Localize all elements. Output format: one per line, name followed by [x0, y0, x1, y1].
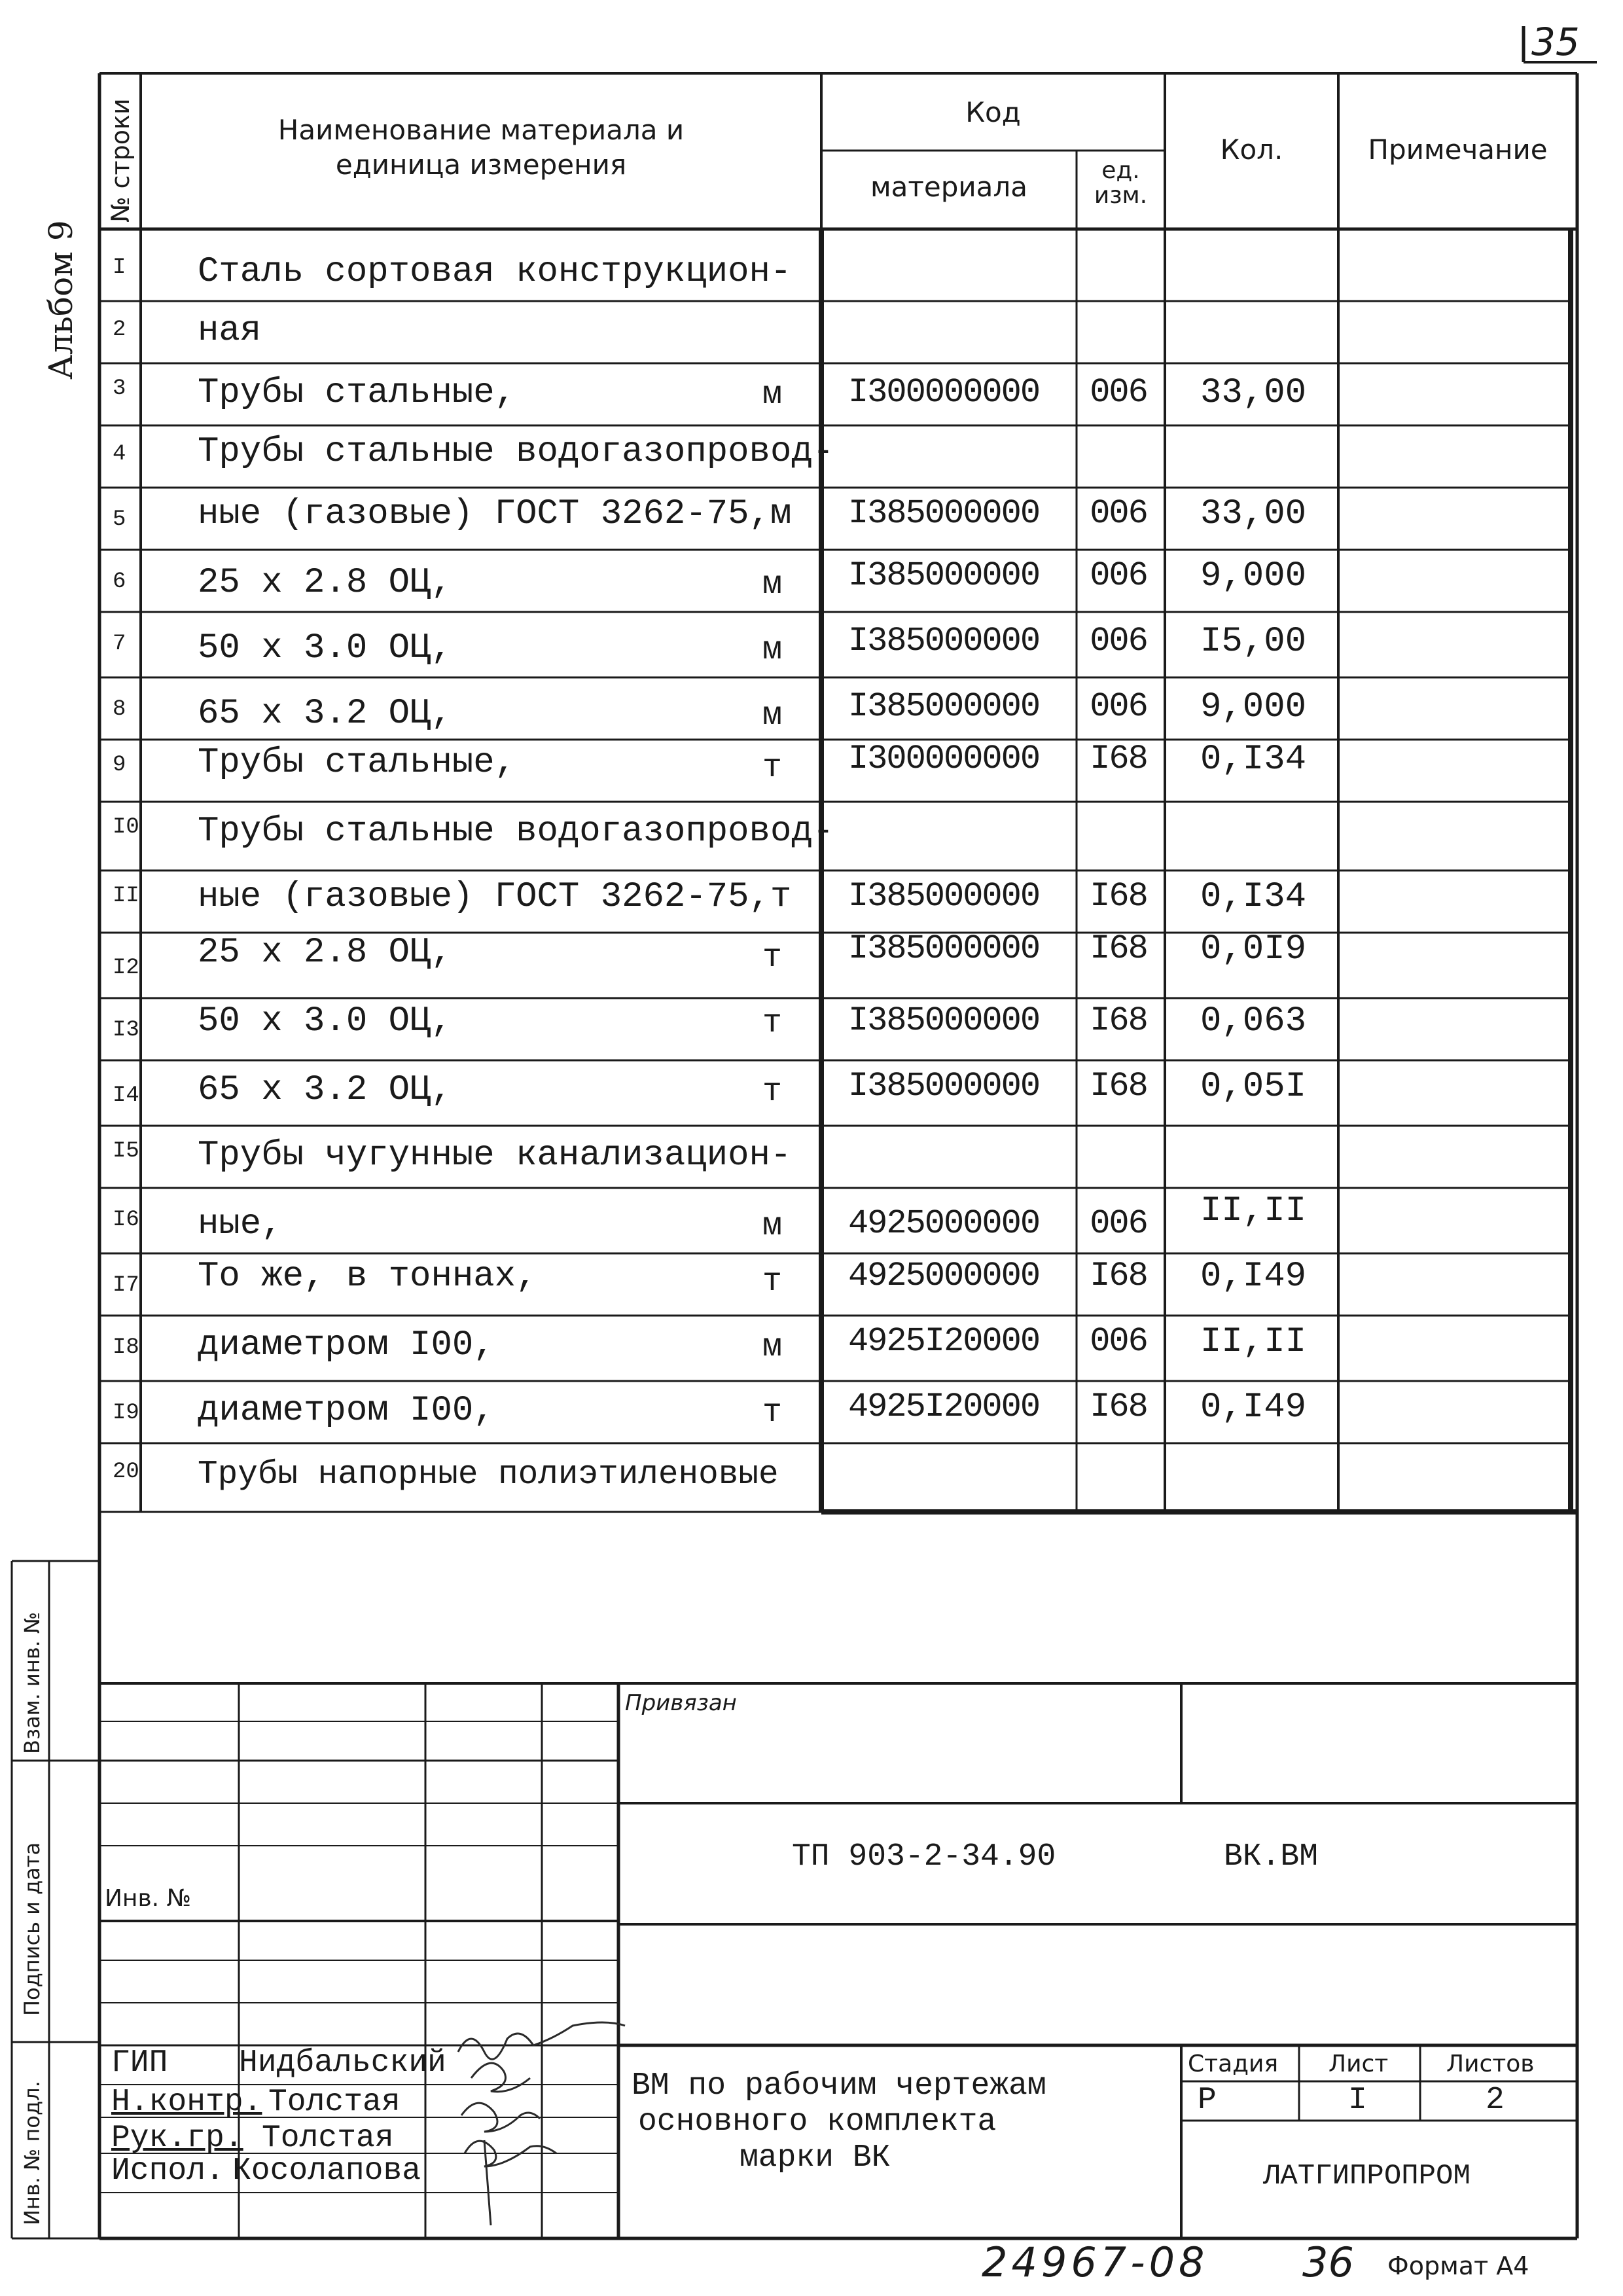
- row-unit: м: [762, 376, 782, 414]
- row-quantity: 0,063: [1200, 1001, 1307, 1041]
- row-number: II: [113, 884, 139, 908]
- row-name: ные,: [198, 1204, 283, 1244]
- row-unit-code: I68: [1090, 1257, 1147, 1295]
- row-number: I5: [113, 1139, 139, 1164]
- sheet-value: I: [1348, 2083, 1367, 2118]
- row-unit-code: 006: [1090, 622, 1147, 660]
- row-number: I3: [113, 1018, 139, 1043]
- row-unit: т: [762, 1263, 782, 1300]
- row-material-code: I385000000: [847, 494, 1040, 533]
- row-material-code: 4925I20000: [847, 1388, 1040, 1426]
- format-label: Формат А4: [1387, 2251, 1529, 2280]
- row-name: Сталь сортовая конструкцион-: [198, 252, 792, 292]
- header-name-line1: Наименование материала и: [277, 114, 685, 146]
- document-title-line2: основного комплекта: [638, 2104, 997, 2140]
- row-name: 65 х 3.2 ОЦ,: [198, 694, 452, 734]
- header-note: Примечание: [1368, 134, 1548, 166]
- side-label-vzam-inv: Взам. инв. №: [20, 1611, 45, 1754]
- role-label: Испол.: [111, 2153, 224, 2189]
- header-code-unit-2: изм.: [1094, 182, 1148, 209]
- row-quantity: 33,00: [1200, 373, 1307, 413]
- header-name-line2: единица измерения: [335, 149, 627, 181]
- row-name: Трубы напорные полиэтиленовые: [198, 1456, 779, 1494]
- row-unit: т: [762, 749, 782, 787]
- row-name: 25 х 2.8 ОЦ,: [198, 563, 452, 603]
- row-number: 5: [113, 507, 126, 532]
- row-quantity: II,II: [1200, 1322, 1307, 1362]
- row-number: 20: [113, 1460, 139, 1484]
- row-material-code: 4925000000: [847, 1204, 1040, 1243]
- row-number: 7: [113, 632, 126, 656]
- row-unit-code: I68: [1090, 877, 1147, 916]
- row-number: I: [113, 255, 126, 280]
- sheets-value: 2: [1486, 2083, 1505, 2118]
- stage-value: Р: [1198, 2083, 1217, 2118]
- privyazan-label: Привязан: [625, 1690, 737, 1716]
- organization-name: ЛАТГИПРОПРОМ: [1263, 2160, 1471, 2193]
- header-code-unit-1: ед.: [1101, 157, 1140, 184]
- row-unit-code: 006: [1090, 556, 1147, 595]
- row-material-code: I385000000: [847, 622, 1040, 660]
- row-number: I7: [113, 1273, 139, 1298]
- role-person: Толстая: [268, 2085, 401, 2120]
- album-label: Альбом 9: [42, 220, 80, 380]
- row-unit-code: 006: [1090, 1204, 1147, 1243]
- row-unit: т: [762, 939, 782, 977]
- header-code: Код: [965, 96, 1021, 128]
- row-number: I9: [113, 1401, 139, 1426]
- row-unit-code: I68: [1090, 1001, 1147, 1040]
- row-unit: т: [762, 1394, 782, 1431]
- document-code: ТП 903-2-34.90: [792, 1839, 1056, 1874]
- row-unit-code: 006: [1090, 373, 1147, 412]
- role-person: Косолапова: [232, 2153, 421, 2189]
- sheets-label: Листов: [1446, 2051, 1535, 2077]
- row-name: 65 х 3.2 ОЦ,: [198, 1070, 452, 1110]
- row-quantity: 33,00: [1200, 494, 1307, 534]
- row-number: 8: [113, 697, 126, 722]
- row-name: ные (газовые) ГОСТ 3262-75,м: [198, 494, 792, 534]
- row-unit: м: [762, 1329, 782, 1366]
- row-name: 25 х 2.8 ОЦ,: [198, 933, 452, 973]
- row-material-code: I300000000: [847, 740, 1040, 778]
- row-unit: м: [762, 632, 782, 669]
- row-name: То же, в тоннах,: [198, 1257, 537, 1297]
- archive-number: 24967-08: [982, 2238, 1209, 2286]
- row-number: I0: [113, 815, 139, 840]
- header-row-number: № строки: [106, 98, 135, 223]
- row-material-code: 4925I20000: [847, 1322, 1040, 1361]
- header-code-material: материала: [870, 171, 1027, 203]
- row-unit-code: I68: [1090, 740, 1147, 778]
- row-quantity: 0,I34: [1200, 877, 1307, 917]
- row-material-code: I385000000: [847, 556, 1040, 595]
- row-quantity: 0,I34: [1200, 740, 1307, 780]
- row-unit: м: [762, 566, 782, 603]
- row-name: диаметром I00,: [198, 1391, 495, 1431]
- row-number: 2: [113, 317, 126, 342]
- row-name: Трубы чугунные канализацион-: [198, 1136, 792, 1175]
- row-unit-code: 006: [1090, 1322, 1147, 1361]
- row-material-code: 4925000000: [847, 1257, 1040, 1295]
- row-unit: м: [762, 697, 782, 734]
- row-quantity: 0,I49: [1200, 1257, 1307, 1297]
- role-person: Нидбальский: [239, 2045, 446, 2081]
- role-label: Н.контр.: [111, 2085, 262, 2120]
- row-name: 50 х 3.0 ОЦ,: [198, 628, 452, 668]
- row-number: 9: [113, 753, 126, 778]
- page-number: 35: [1531, 20, 1580, 64]
- row-name: ные (газовые) ГОСТ 3262-75,т: [198, 877, 792, 917]
- row-name: Трубы стальные,: [198, 743, 516, 783]
- row-material-code: I385000000: [847, 877, 1040, 916]
- header-quantity: Кол.: [1220, 134, 1283, 166]
- row-number: 3: [113, 376, 126, 401]
- row-quantity: 0,I49: [1200, 1388, 1307, 1427]
- inv-no-label: Инв. №: [105, 1885, 192, 1912]
- row-number: I4: [113, 1083, 139, 1108]
- row-name: ная: [198, 311, 262, 351]
- row-number: I2: [113, 956, 139, 980]
- stage-label: Стадия: [1188, 2051, 1279, 2077]
- row-unit: м: [762, 1208, 782, 1245]
- row-material-code: I385000000: [847, 929, 1040, 968]
- sheet-label: Лист: [1329, 2051, 1389, 2077]
- row-unit: т: [762, 1005, 782, 1042]
- document-title-line3: марки ВК: [740, 2140, 891, 2176]
- row-unit-code: I68: [1090, 929, 1147, 968]
- role-label: Рук.гр.: [111, 2121, 243, 2156]
- document-title-line1: ВМ по рабочим чертежам: [632, 2068, 1046, 2104]
- row-unit-code: I68: [1090, 1067, 1147, 1105]
- row-quantity: 0,0I9: [1200, 929, 1307, 969]
- row-name: 50 х 3.0 ОЦ,: [198, 1001, 452, 1041]
- row-unit-code: 006: [1090, 687, 1147, 726]
- row-name: Трубы стальные водогазопровод-: [198, 432, 834, 472]
- row-quantity: I5,00: [1200, 622, 1307, 662]
- row-unit-code: I68: [1090, 1388, 1147, 1426]
- row-name: диаметром I00,: [198, 1325, 495, 1365]
- row-quantity: 9,000: [1200, 687, 1307, 727]
- row-name: Трубы стальные,: [198, 373, 516, 413]
- row-material-code: I385000000: [847, 1067, 1040, 1105]
- row-name: Трубы стальные водогазопровод-: [198, 812, 834, 852]
- row-quantity: 9,000: [1200, 556, 1307, 596]
- side-label-inv-podl: Инв. № подл.: [20, 2081, 45, 2225]
- footer-page-number: 36: [1302, 2238, 1354, 2286]
- row-number: 6: [113, 569, 126, 594]
- role-person: Толстая: [262, 2121, 394, 2156]
- row-quantity: 0,05I: [1200, 1067, 1307, 1107]
- row-quantity: II,II: [1200, 1191, 1307, 1231]
- side-label-podpis-data: Подпись и дата: [20, 1842, 45, 2016]
- row-number: I6: [113, 1208, 139, 1232]
- row-unit-code: 006: [1090, 494, 1147, 533]
- row-material-code: I300000000: [847, 373, 1040, 412]
- role-label: ГИП: [111, 2045, 168, 2081]
- row-unit: т: [762, 1073, 782, 1111]
- document-mark: ВК.ВМ: [1224, 1839, 1319, 1874]
- row-material-code: I385000000: [847, 1001, 1040, 1040]
- row-material-code: I385000000: [847, 687, 1040, 726]
- row-number: 4: [113, 442, 126, 467]
- row-number: I8: [113, 1335, 139, 1360]
